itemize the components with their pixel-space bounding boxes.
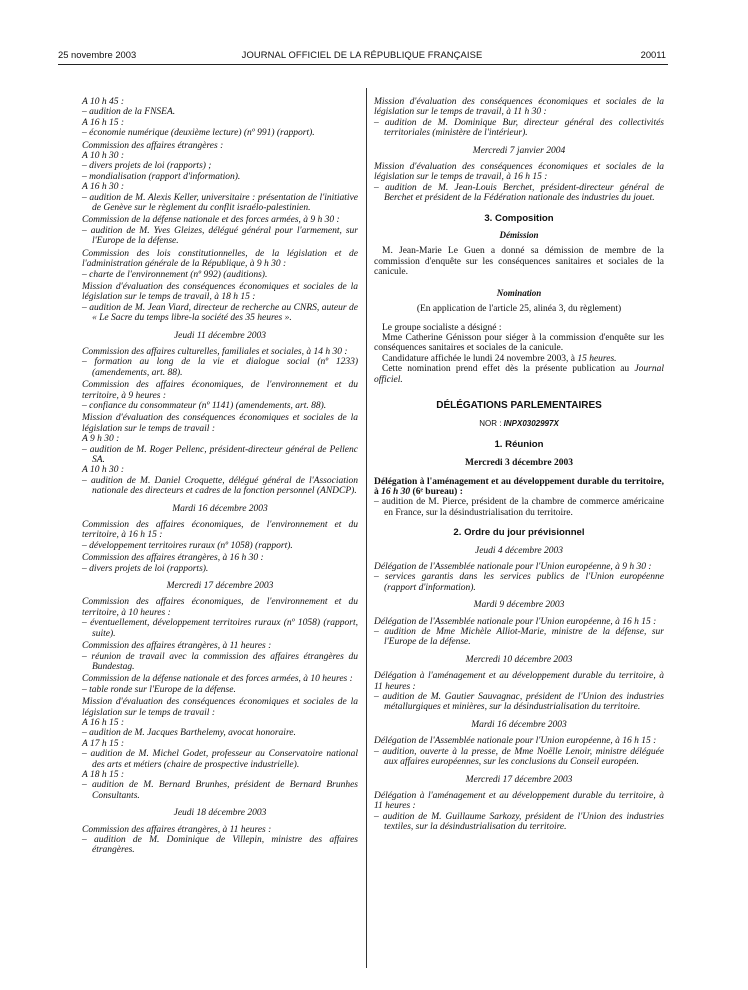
committee-line: Délégation de l'Assemblée nationale pour l'Union européenne, à 16 h 15 : <box>374 736 657 747</box>
paragraph <box>374 364 664 385</box>
agenda-item: – audition de Mme Michèle Alliot-Marie, ministre de la défense, sur l'Europe de la défense. <box>374 627 664 648</box>
time-line: A 10 h 45 : <box>82 97 125 107</box>
date-heading: Mardi 16 décembre 2003 <box>471 719 567 730</box>
section-heading-composition: 3. Composition <box>484 212 554 224</box>
paragraph: Le groupe socialiste a désigné : <box>382 322 502 333</box>
agenda-item: – services garantis dans les services publics de l'Union européenne (rapport d'information). <box>374 572 664 593</box>
committee-line: Délégation à l'aménagement et au développement durable du territoire, à 11 heures : <box>374 790 664 812</box>
time-line: A 10 h 30 : <box>82 465 125 476</box>
paragraph <box>374 354 664 364</box>
text-run: 15 heures. <box>577 353 617 364</box>
paragraph <box>374 477 664 498</box>
header-title: JOURNAL OFFICIEL DE LA RÉPUBLIQUE FRANÇAISE <box>241 49 483 60</box>
agenda-item: – formation au long de la vie et dialogue social (nº 1233) (amendements, art. 88). <box>82 357 358 378</box>
committee-line: Commission des affaires économiques, de l'environnement et du territoire, à 9 heures : <box>82 380 358 401</box>
agenda-list <box>374 546 664 833</box>
date-heading: Mardi 16 décembre 2003 <box>172 503 268 514</box>
committee-line: Mission d'évaluation des conséquences économiques et sociales de la législation sur le temps de travail : <box>82 413 358 434</box>
agenda-item: – table ronde sur l'Europe de la défense. <box>82 684 236 695</box>
text-run: Délégation à l'aménagement et au développement durable du territoire, à <box>374 476 664 497</box>
committee-line: Commission des lois constitutionnelles, de la législation et de l'administration générale de la République, à 9 h 30 : <box>82 248 358 270</box>
committee-line: Mission d'évaluation des conséquences économiques et sociales de la législation sur le temps de travail, à 18 h 15 : <box>82 281 358 303</box>
date-heading: Mercredi 10 décembre 2003 <box>465 654 573 665</box>
right-column <box>374 97 664 833</box>
section-title-delegations: DÉLÉGATIONS PARLEMENTAIRES <box>436 399 602 411</box>
header-rule <box>58 64 668 65</box>
section-heading-reunion: 1. Réunion <box>494 438 544 450</box>
agenda-item: – audition de M. Michel Godet, professeur au Conservatoire national des arts et métiers (chaire de prospective industrielle). <box>82 749 358 770</box>
date-heading: Jeudi 18 décembre 2003 <box>173 808 267 819</box>
paragraph: M. Jean-Marie Le Guen a donné sa démission de membre de la commission d'enquête sur les conséquences sanitaires et sociales de la canicule. <box>374 246 664 278</box>
agenda-item: – audition, ouverte à la presse, de Mme Noëlle Lenoir, ministre déléguée aux affaires européennes, sur les conclusions du Conseil européen. <box>374 746 664 768</box>
text-run: Journal officiel. <box>374 364 664 385</box>
committee-line: Commission des affaires culturelles, familiales et sociales, à 14 h 30 : <box>82 346 348 357</box>
agenda-item: – divers projets de loi (rapports) ; <box>82 161 212 172</box>
agenda-item: – mondialisation (rapport d'information). <box>82 171 241 182</box>
committee-line: Commission des affaires étrangères, à 11 heures : <box>82 824 272 835</box>
committee-line: Mission d'évaluation des conséquences économiques et sociales de la législation sur le temps de travail : <box>82 697 358 718</box>
left-column <box>82 97 358 856</box>
agenda-item: – audition de M. Daniel Croquette, délégué général de l'Association nationale des directeurs et cadres de la fonction personnel (ANDCP). <box>82 475 358 497</box>
date-heading: Mercredi 7 janvier 2004 <box>472 145 566 156</box>
date-heading: Mercredi 17 décembre 2003 <box>166 581 274 592</box>
agenda-item: – divers projets de loi (rapports). <box>82 563 209 574</box>
agenda-item: – audition de M. Bernard Brunhes, président de Bernard Brunhes Consultants. <box>82 780 358 801</box>
text-run: Cette nomination prend effet dès la présente publication au <box>382 364 635 375</box>
time-line: A 10 h 30 : <box>82 151 125 162</box>
agenda-item: – éventuellement, développement territoires ruraux (nº 1058) (rapport, suite). <box>82 618 358 639</box>
agenda-item: – charte de l'environnement (nº 992) (auditions). <box>82 269 268 280</box>
nor-label: NOR : <box>479 419 504 429</box>
committee-line: Commission des affaires économiques, de l'environnement et du territoire, à 16 h 15 : <box>82 520 358 541</box>
time-line: A 9 h 30 : <box>82 434 120 445</box>
date-heading: Jeudi 11 décembre 2003 <box>173 330 267 341</box>
agenda-item: – audition de M. Pierce, président de la chambre de commerce américaine en France, sur la désindustrialisation du territoire. <box>374 497 664 518</box>
committee-line: Commission des affaires étrangères, à 16 h 30 : <box>82 553 264 564</box>
date-heading: Mercredi 3 décembre 2003 <box>465 458 573 469</box>
subheading-nomination: Nomination <box>496 287 542 298</box>
time-line: A 17 h 15 : <box>82 738 125 749</box>
date-heading: Mercredi 17 décembre 2003 <box>465 774 573 785</box>
agenda-item: – audition de M. Jean Viard, directeur de recherche au CNRS, auteur de « Le Sacre du temps libre-la société des 35 heures ». <box>82 302 358 324</box>
agenda-item: – audition de M. Jacques Barthelemy, avocat honoraire. <box>82 728 296 739</box>
paragraph: Mme Catherine Génisson pour siéger à la commission d'enquête sur les conséquences sanitaires et sociales de la canicule. <box>374 332 664 354</box>
agenda-item: – développement territoires ruraux (nº 1058) (rapport). <box>82 540 293 551</box>
committee-line: Commission des affaires économiques, de l'environnement et du territoire, à 10 heures : <box>82 597 358 618</box>
committee-line: Commission de la défense nationale et des forces armées, à 10 heures : <box>82 674 353 685</box>
header-date: 25 novembre 2003 <box>58 49 137 60</box>
committee-line: Mission d'évaluation des conséquences économiques et sociales de la législation sur le temps de travail, à 16 h 15 : <box>374 162 664 183</box>
committee-line: Délégation de l'Assemblée nationale pour l'Union européenne, à 16 h 15 : <box>374 616 657 627</box>
subheading-demission: Démission <box>499 230 539 241</box>
committee-line: Délégation de l'Assemblée nationale pour l'Union européenne, à 9 h 30 : <box>374 562 652 572</box>
agenda-item: – audition de M. Dominique Bur, directeur général des collectivités territoriales (ministère de l'intérieur). <box>374 117 664 139</box>
page-header <box>58 49 666 63</box>
date-heading: Mardi 9 décembre 2003 <box>473 600 565 611</box>
time-line: A 18 h 15 : <box>82 769 125 780</box>
time-line: A 16 h 15 : <box>82 117 125 128</box>
agenda-item: – économie numérique (deuxième lecture) (nº 991) (rapport). <box>82 128 315 139</box>
agenda-item: – audition de la FNSEA. <box>82 107 176 118</box>
agenda-item: – réunion de travail avec la commission des affaires étrangères du Bundestag. <box>82 651 358 672</box>
column-divider <box>366 88 367 968</box>
text-run: Candidature affichée le lundi 24 novembre 2003, à <box>382 353 578 364</box>
agenda-item: – audition de M. Gautier Sauvagnac, président de l'Union des industries métallurgiques et minières, sur la désindustrialisation du territoire. <box>374 692 664 713</box>
text-run: (6ᵉ bureau) : <box>410 486 463 497</box>
agenda-item: – audition de M. Yves Gleizes, délégué général pour l'armement, sur l'Europe de la défense. <box>82 225 358 247</box>
committee-line: Mission d'évaluation des conséquences économiques et sociales de la législation sur le temps de travail, à 11 h 30 : <box>374 97 664 118</box>
date-heading: Jeudi 4 décembre 2003 <box>474 545 564 556</box>
committee-line: Commission des affaires étrangères : <box>82 140 224 151</box>
agenda-item: – audition de M. Dominique de Villepin, ministre des affaires étrangères. <box>82 835 358 856</box>
header-page-number: 20011 <box>640 49 666 60</box>
agenda-item: – audition de M. Jean-Louis Berchet, président-directeur général de Berchet et président de la Fédération nationale des industries du jouet. <box>374 182 664 204</box>
nor-reference <box>374 419 664 429</box>
time-line: A 16 h 15 : <box>82 717 125 728</box>
text-run: 16 h 30 <box>381 486 411 497</box>
paragraph: (En application de l'article 25, alinéa 3, du règlement) <box>416 304 622 315</box>
nor-code: INPX0302997X <box>503 419 559 429</box>
agenda-item: – confiance du consommateur (nº 1141) (amendements, art. 88). <box>82 400 327 411</box>
time-line: A 16 h 30 : <box>82 182 125 193</box>
agenda-item: – audition de M. Alexis Keller, universitaire : présentation de l'initiative de Genève sur le règlement du conflit israélo-palestinien. <box>82 192 358 214</box>
agenda-item: – audition de M. Roger Pellenc, président-directeur général de Pellenc SA. <box>82 444 358 465</box>
committee-line: Commission de la défense nationale et des forces armées, à 9 h 30 : <box>82 215 340 226</box>
agenda-item: – audition de M. Guillaume Sarkozy, président de l'Union des industries textiles, sur la désindustrialisation du territoire. <box>374 811 664 833</box>
committee-line: Commission des affaires étrangères, à 11 heures : <box>82 641 272 652</box>
section-heading-ordre-du-jour: 2. Ordre du jour prévisionnel <box>453 527 585 539</box>
committee-line: Délégation à l'aménagement et au développement durable du territoire, à 11 heures : <box>374 671 664 692</box>
